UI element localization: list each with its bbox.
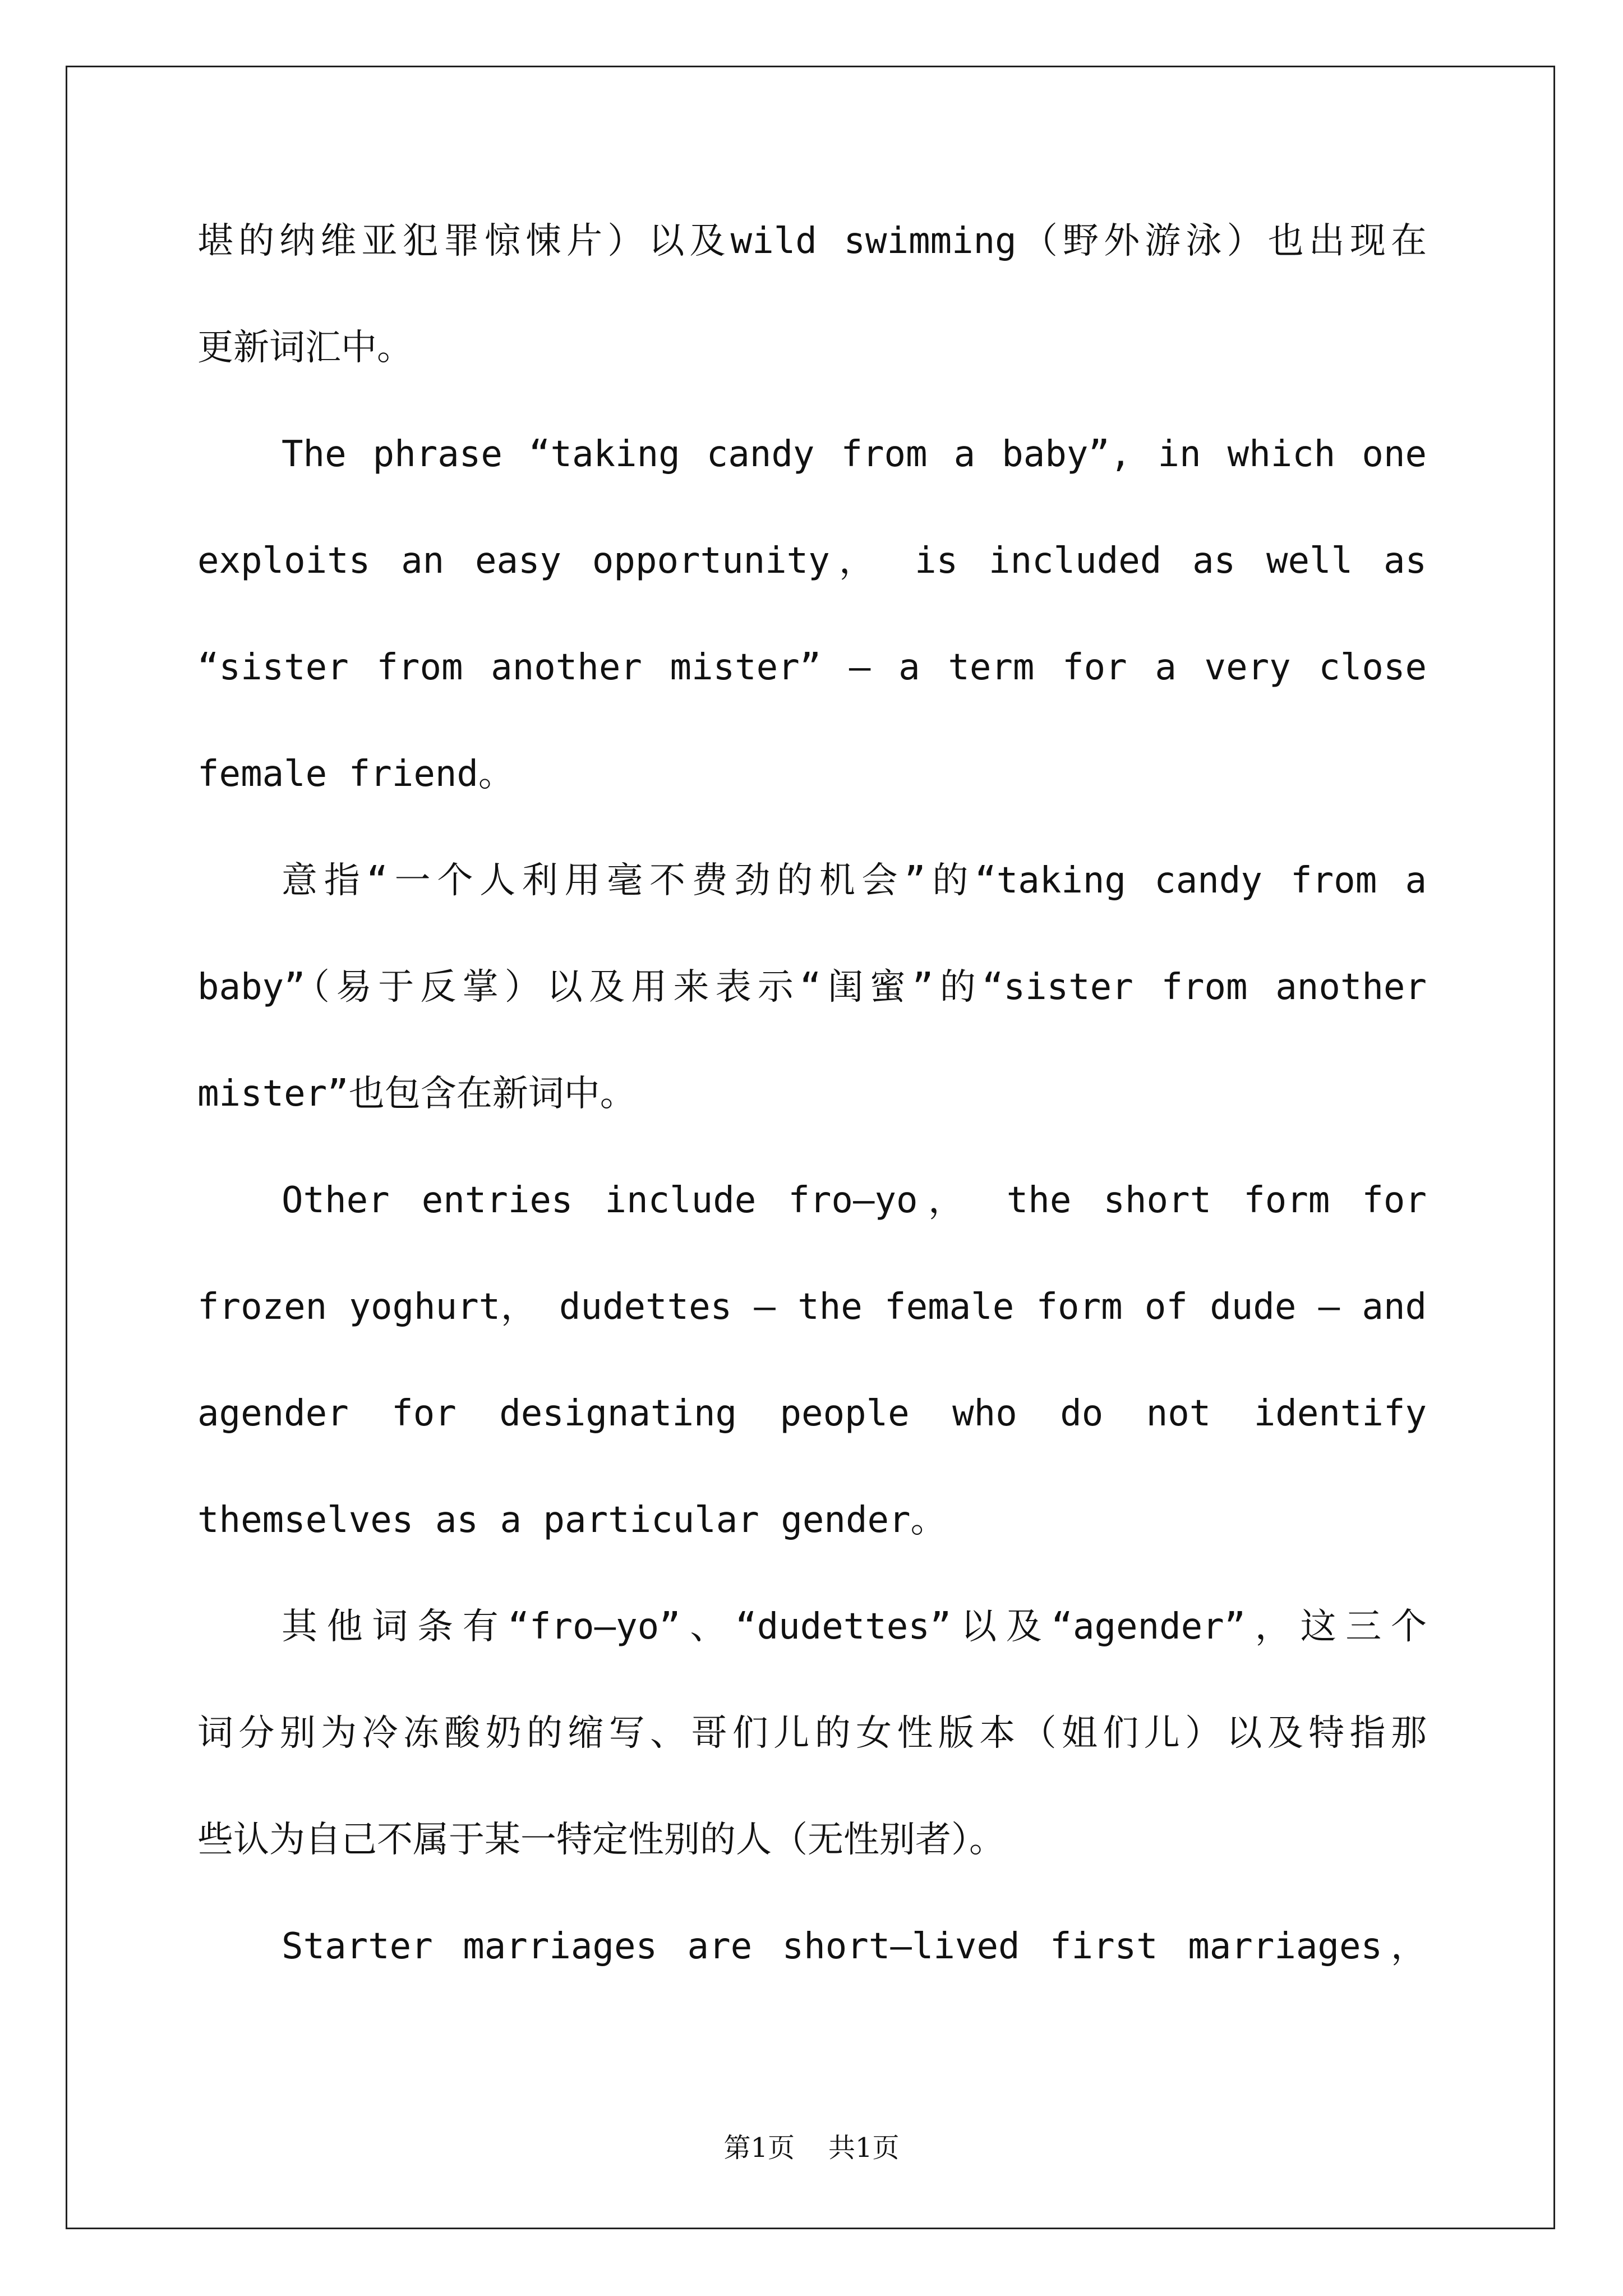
- text-line: female friend。: [197, 753, 514, 795]
- text-line: Starter marriages are short—lived first marriages，: [282, 1926, 1427, 1967]
- text-line: 些认为自己不属于某一特定性别的人（无性别者）。: [197, 1819, 1005, 1861]
- text-line: exploits an easy opportunity， is included as well as: [197, 540, 1427, 582]
- text-line: The phrase “taking candy from a baby”, in which one: [282, 434, 1427, 475]
- text-line: Other entries include fro—yo， the short form for: [282, 1180, 1427, 1221]
- text-line: themselves as a particular gender。: [197, 1499, 947, 1541]
- document-body: [197, 222, 1427, 2033]
- text-line: baby”（易于反掌）以及用来表示“闺蜜”的“sister from another: [197, 967, 1427, 1008]
- text-line: “sister from another mister” — a term for a very close: [197, 647, 1427, 688]
- text-line: 其他词条有“fro—yo”、“dudettes”以及“agender”，这三个: [282, 1606, 1427, 1648]
- text-line: mister”也包含在新词中。: [197, 1073, 636, 1115]
- text-line: 更新词汇中。: [197, 327, 413, 369]
- text-line: 词分别为冷冻酸奶的缩写、哥们儿的女性版本（姐们儿）以及特指那: [197, 1713, 1427, 1754]
- page-footer: [0, 2126, 1623, 2165]
- text-line: agender for designating people who do not identify: [197, 1393, 1427, 1434]
- page-number: 第1页: [723, 2132, 795, 2164]
- text-line: 堪的纳维亚犯罪惊悚片）以及wild swimming（野外游泳）也出现在: [197, 220, 1427, 262]
- text-line: frozen yoghurt， dudettes — the female form of dude — and: [197, 1286, 1427, 1328]
- page-total: 共1页: [828, 2132, 900, 2164]
- text-line: 意指“一个人利用毫不费劲的机会”的“taking candy from a: [282, 860, 1427, 901]
